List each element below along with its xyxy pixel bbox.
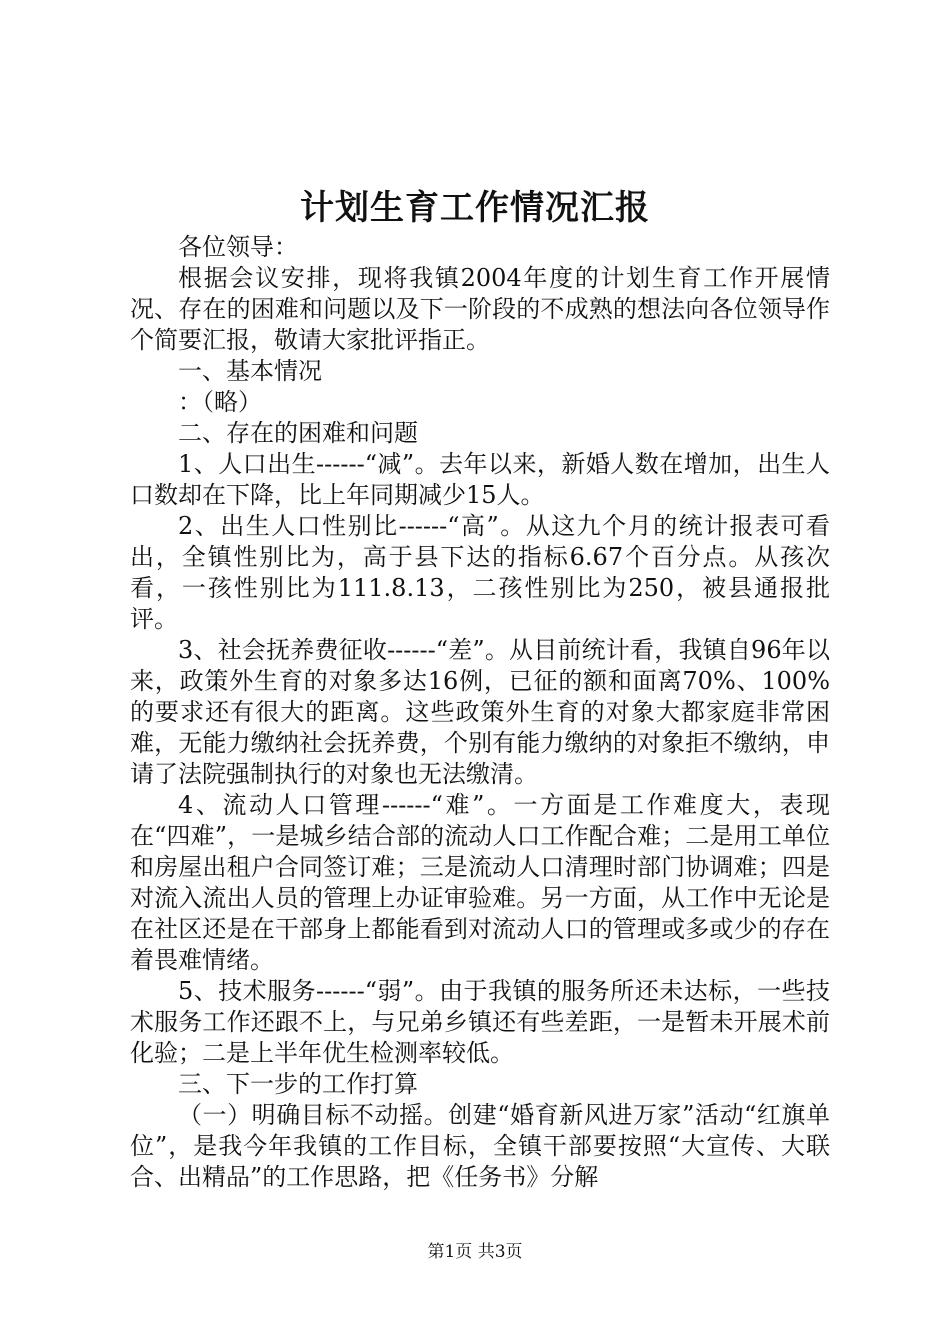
plan-item-1: （一）明确目标不动摇。创建“婚育新风进万家”活动“红旗单位”，是我今年我镇的工作目标，全镇干部要按照“大宣传、大联合、出精品”的工作思路，把《任务书》分解 [130, 1101, 830, 1191]
page-number-footer: 第1页 共3页 [427, 1242, 523, 1262]
problem-item-2: 2、出生人口性别比------“高”。从这九个月的统计报表可看出，全镇性别比为，高于县下达的指标6.67个百分点。从孩次看，一孩性别比为111.8.13，二孩性别比为250，被县通报批评。 [130, 512, 830, 633]
problem-item-4: 4、流动人口管理------“难”。一方面是工作难度大，表现在“四难”，一是城乡结合部的流动人口工作配合难；二是用工单位和房屋出租户合同签订难；三是流动人口清理时部门协调难；四是对流入流出人员的管理上办证审验难。另一方面，从工作中无论是在社区还是在干部身上都能看到对流动人口的管理或多或少的存在着畏难情绪。 [130, 791, 830, 974]
section-basic-content: ：（略） [178, 388, 262, 416]
salutation: 各位领导： [178, 233, 298, 261]
intro-paragraph: 根据会议安排，现将我镇2004年度的计划生育工作开展情况、存在的困难和问题以及下一阶段的不成熟的想法向各位领导作个简要汇报，敬请大家批评指正。 [130, 264, 830, 354]
document-body [130, 232, 830, 1193]
problem-item-5: 5、技术服务------“弱”。由于我镇的服务所还未达标，一些技术服务工作还跟不上，与兄弟乡镇还有些差距，一是暂未开展术前化验；二是上半年优生检测率较低。 [130, 977, 830, 1067]
problem-item-1: 1、人口出生------“减”。去年以来，新婚人数在增加，出生人口数却在下降，比上年同期减少15人。 [130, 450, 830, 509]
section-heading-plans: 三、下一步的工作打算 [178, 1070, 418, 1098]
document-title: 计划生育工作情况汇报 [300, 188, 650, 228]
section-heading-problems: 二、存在的困难和问题 [178, 419, 418, 447]
problem-item-3: 3、社会抚养费征收------“差”。从目前统计看，我镇自96年以来，政策外生育的对象多达16例，已征的额和面离70%、100%的要求还有很大的距离。这些政策外生育的对象大都家庭非常困难，无能力缴纳社会抚养费，个别有能力缴纳的对象拒不缴纳，申请了法院强制执行的对象也无法缴清。 [130, 636, 830, 788]
section-heading-basic: 一、基本情况 [178, 357, 322, 385]
